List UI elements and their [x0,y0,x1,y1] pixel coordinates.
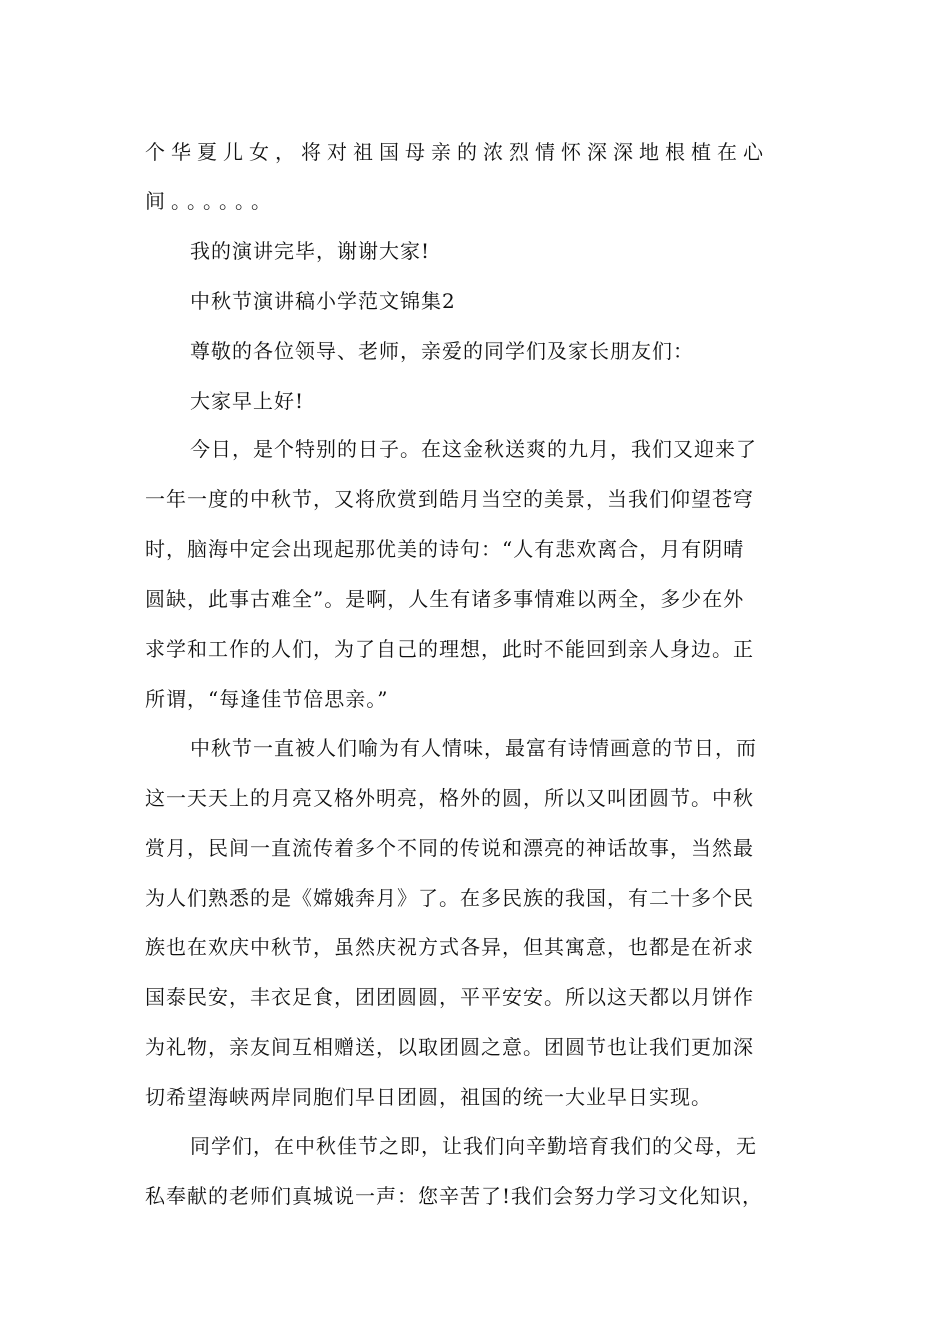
paragraph-line: 所谓，“每逢佳节倍思亲。” [145,687,389,711]
paragraph-line: 切希望海峡两岸同胞们早日团圆，祖国的统一大业早日实现。 [145,1085,712,1109]
paragraph-line: 为人们熟悉的是《嫦娥奔月》了。在多民族的我国，有二十多个民 [145,886,754,910]
section-heading: 中秋节演讲稿小学范文锦集2 [190,289,456,313]
paragraph-line: 赏月，民间一直流传着多个不同的传说和漂亮的神话故事，当然最 [145,836,754,860]
paragraph-line: 圆缺，此事古难全”。是啊，人生有诸多事情难以两全，多少在外 [145,587,745,611]
paragraph-line: 这一天天上的月亮又格外明亮，格外的圆，所以又叫团圆节。中秋 [145,786,754,810]
text-line: 间。。。。。。 [145,189,277,213]
paragraph-line: 一年一度的中秋节，又将欣赏到皓月当空的美景，当我们仰望苍穹 [145,487,754,511]
paragraph-line: 今日，是个特别的日子。在这金秋送爽的九月，我们又迎来了 [190,437,757,461]
text-line: 个华夏儿女，将对祖国母亲的浓烈情怀深深地根植在心 [145,140,769,164]
paragraph-line: 时，脑海中定会出现起那优美的诗句：“人有悲欢离合，月有阴晴 [145,537,745,561]
paragraph-line: 国泰民安，丰衣足食，团团圆圆，平平安安。所以这天都以月饼作 [145,985,754,1009]
paragraph-line: 中秋节一直被人们喻为有人情味，最富有诗情画意的节日，而 [190,736,757,760]
greeting-line: 大家早上好! [190,389,305,413]
paragraph-line: 同学们，在中秋佳节之即，让我们向辛勤培育我们的父母，无 [190,1134,757,1158]
paragraph-line: 私奉献的老师们真城说一声：您辛苦了!我们会努力学习文化知识， [145,1184,764,1208]
closing-line: 我的演讲完毕，谢谢大家! [190,239,431,263]
salutation-line: 尊敬的各位领导、老师，亲爱的同学们及家长朋友们： [190,339,694,363]
paragraph-line: 族也在欢庆中秋节，虽然庆祝方式各异，但其寓意，也都是在祈求 [145,935,754,959]
paragraph-line: 为礼物，亲友间互相赠送，以取团圆之意。团圆节也让我们更加深 [145,1035,754,1059]
paragraph-line: 求学和工作的人们，为了自己的理想，此时不能回到亲人身边。正 [145,637,754,661]
